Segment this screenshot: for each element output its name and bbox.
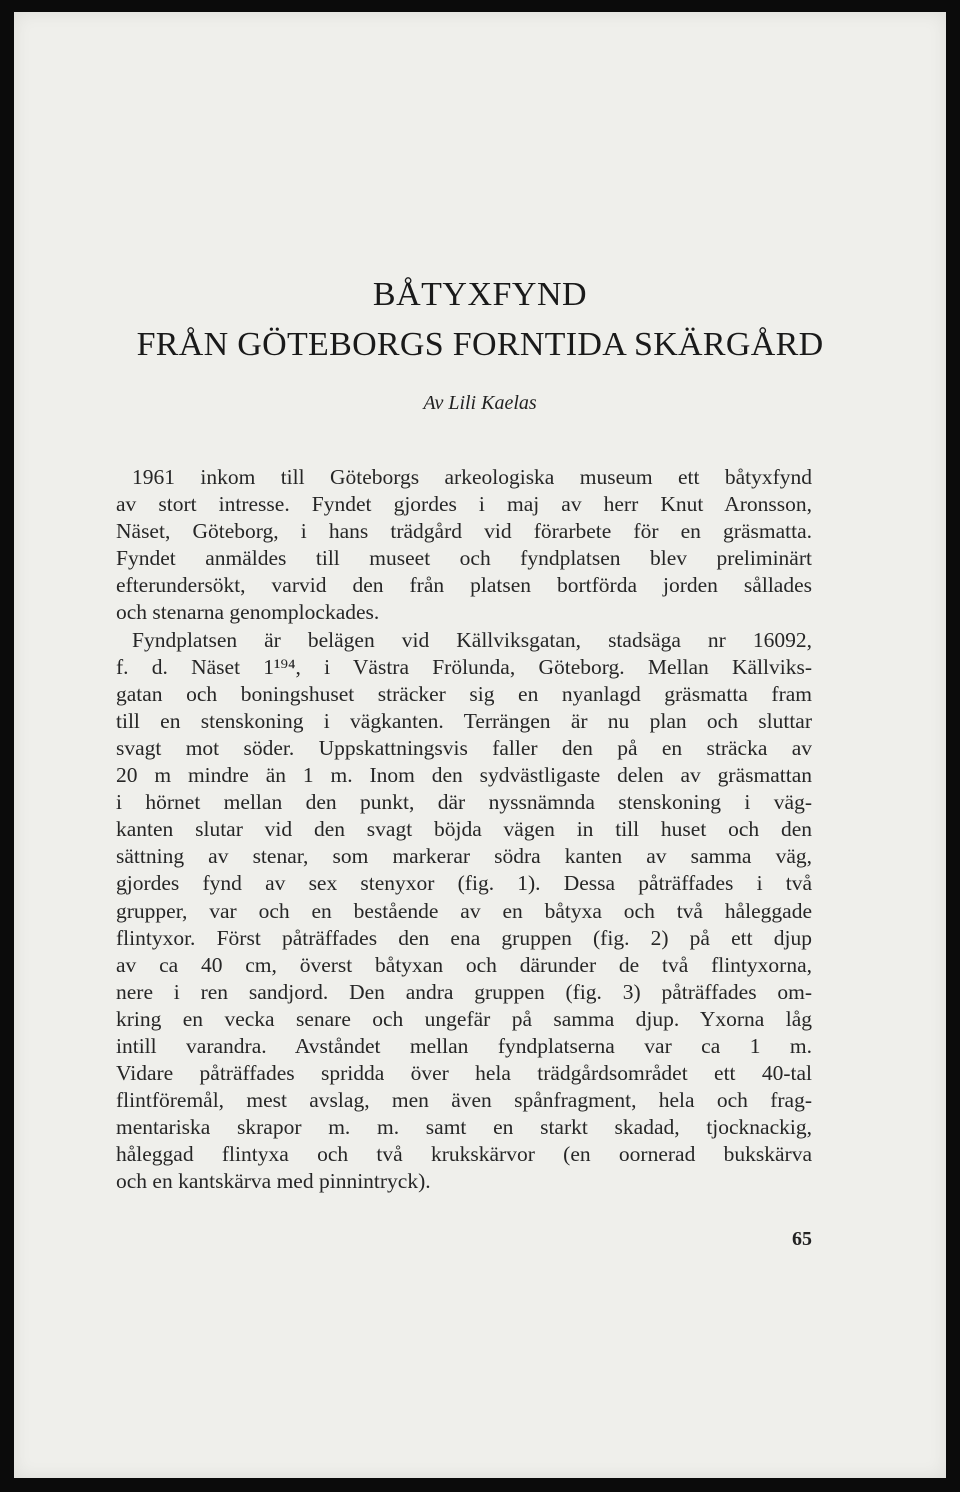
text-line: mentariska skrapor m. m. samt en starkt skadad, tjocknackig, [116, 1115, 812, 1140]
article-subtitle: FRÅN GÖTEBORGS FORNTIDA SKÄRGÅRD [136, 326, 824, 363]
book-page [14, 12, 946, 1478]
text-line: av stort intresse. Fyndet gjordes i maj av herr Knut Aronsson, [116, 492, 812, 517]
text-line: sättning av stenar, som markerar södra kanten av samma väg, [116, 844, 812, 869]
text-line: nere i ren sandjord. Den andra gruppen (fig. 3) påträffades om- [116, 979, 812, 1004]
text-line: och en kantskärva med pinnintryck). [116, 1169, 431, 1194]
text-line: gjordes fynd av sex stenyxor (fig. 1). Dessa påträffades i två [116, 871, 812, 896]
text-line: efterundersökt, varvid den från platsen bortförda jorden sållades [116, 573, 812, 598]
text-line: flintyxor. Först påträffades den ena gruppen (fig. 2) på ett djup [116, 925, 812, 950]
text-line: gatan och boningshuset sträcker sig en nyanlagd gräsmatta fram [116, 681, 812, 706]
text-line: intill varandra. Avståndet mellan fyndplatserna var ca 1 m. [116, 1033, 812, 1058]
text-line: Vidare påträffades spridda över hela trädgårdsområdet ett 40-tal [116, 1061, 812, 1086]
text-line: svagt mot söder. Uppskattningsvis faller den på en sträcka av [116, 735, 812, 760]
text-line: håleggad flintyxa och två krukskärvor (en oornerad bukskärva [116, 1142, 812, 1167]
article-title: BÅTYXFYND [372, 276, 588, 313]
article-body [116, 464, 812, 1196]
text-line: 1961 inkom till Göteborgs arkeologiska museum ett båtyxfynd [132, 465, 812, 489]
body-paragraph [116, 464, 812, 627]
text-line: Näset, Göteborg, i hans trädgård vid förarbete för en gräsmatta. [116, 519, 812, 544]
text-line: till en stenskoning i vägkanten. Terrängen är nu plan och sluttar [116, 708, 812, 733]
text-line: i hörnet mellan den punkt, där nyssnämnda stenskoning i väg- [116, 790, 812, 815]
text-line: kanten slutar vid den svagt böjda vägen in till huset och den [116, 817, 812, 842]
text-line: kring en vecka senare och ungefär på samma djup. Yxorna låg [116, 1006, 812, 1031]
text-line: Fyndet anmäldes till museet och fyndplatsen blev preliminärt [116, 546, 812, 571]
text-line: grupper, var och en bestående av en båtyxa och två håleggade [116, 898, 812, 923]
text-line: och stenarna genomplockades. [116, 600, 380, 625]
page-number: 65 [792, 1228, 812, 1250]
text-line: f. d. Näset 1¹⁹⁴, i Västra Frölunda, Göteborg. Mellan Källviks- [116, 654, 812, 679]
author-byline: Av Lili Kaelas [423, 392, 537, 414]
text-line: Fyndplatsen är belägen vid Källviksgatan, stadsäga nr 16092, [132, 627, 812, 652]
text-line: 20 m mindre än 1 m. Inom den sydvästligaste delen av gräsmattan [116, 763, 812, 788]
text-line: flintföremål, mest avslag, men även spånfragment, hela och frag- [116, 1088, 812, 1113]
text-line: av ca 40 cm, överst båtyxan och därunder de två flintyxorna, [116, 952, 812, 977]
body-paragraph [116, 627, 812, 1196]
